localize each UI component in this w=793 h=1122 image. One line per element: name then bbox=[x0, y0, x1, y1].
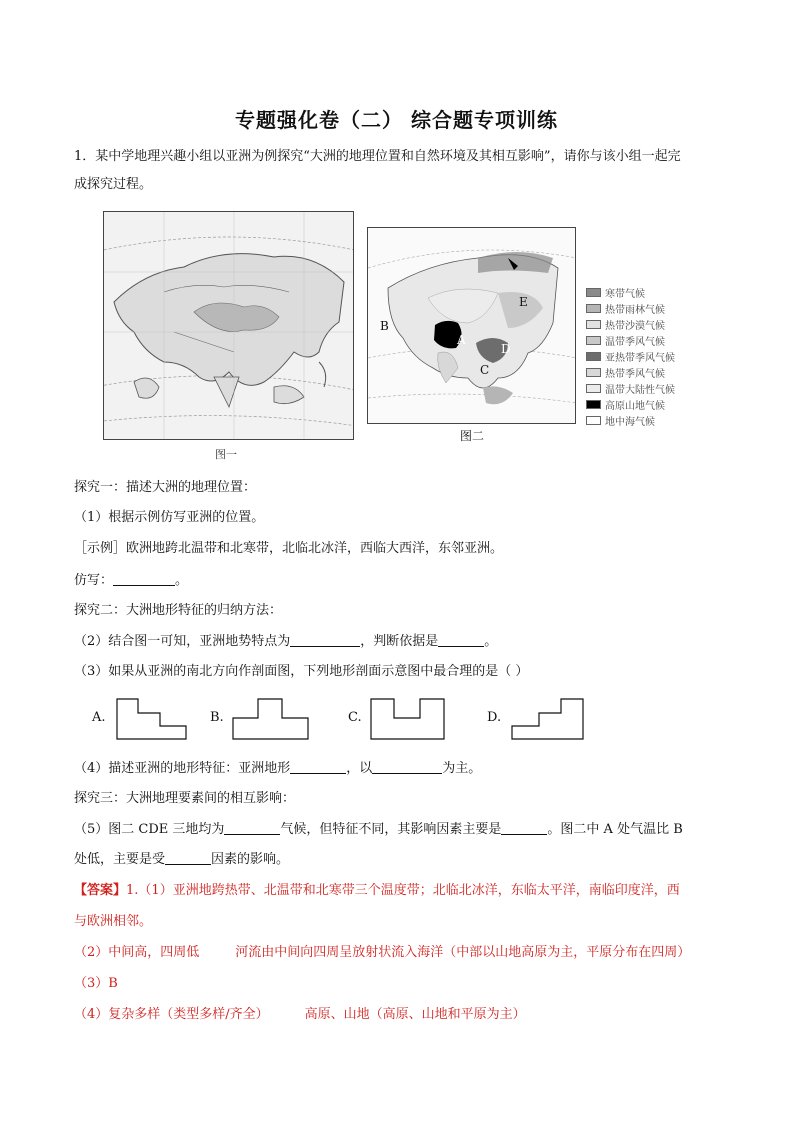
question-5-part-c: 。图二中 A 处气温比 B bbox=[547, 822, 683, 837]
legend-label: 亚热带季风气候 bbox=[605, 352, 675, 364]
profile-b-icon bbox=[232, 698, 310, 740]
option-c[interactable] bbox=[348, 698, 448, 740]
legend-item bbox=[586, 364, 675, 380]
question-2-part-a: （2）结合图一可知，亚洲地势特点为 bbox=[74, 634, 291, 649]
question-1-line-1: 1．某中学地理兴趣小组以亚洲为例探究“大洲的地理位置和自然环境及其相互影响”，请你与该小组一起完 bbox=[74, 149, 681, 164]
legend-label: 温带季风气候 bbox=[605, 336, 665, 348]
legend-item bbox=[586, 316, 675, 332]
legend-swatch bbox=[586, 320, 601, 329]
answer-4-a: （4）复杂多样（类型多样/齐全） bbox=[74, 1007, 269, 1022]
influence-factor-blank[interactable] bbox=[501, 821, 547, 835]
legend-label: 高原山地气候 bbox=[605, 400, 665, 412]
legend-label: 寒带气候 bbox=[605, 288, 645, 300]
figure-2-label-a: A bbox=[457, 333, 466, 347]
legend-item bbox=[586, 412, 675, 428]
figure-1-map-graphic bbox=[104, 212, 354, 440]
option-a-label: A. bbox=[92, 710, 106, 725]
profile-a-icon bbox=[116, 698, 188, 740]
example-text: ［示例］欧洲地跨北温带和北寒带，北临北冰洋，西临大西洋，东邻亚洲。 bbox=[74, 541, 504, 556]
question-5-line-1 bbox=[74, 821, 683, 839]
question-2-part-b: ，判断依据是 bbox=[360, 634, 439, 649]
climate-legend bbox=[586, 284, 675, 428]
figure-1-caption: 图一 bbox=[215, 448, 237, 461]
legend-item bbox=[586, 396, 675, 412]
terrain-feature-blank[interactable] bbox=[290, 633, 360, 647]
profile-c-icon bbox=[370, 698, 446, 740]
legend-swatch bbox=[586, 400, 601, 409]
legend-swatch bbox=[586, 384, 601, 393]
legend-label: 地中海气候 bbox=[605, 416, 655, 428]
answer-1: 1.（1）亚洲地跨热带、北温带和北寒带三个温度带；北临北冰洋，东临太平洋，南临印度洋，西 bbox=[126, 883, 680, 898]
main-terrain-blank[interactable] bbox=[372, 760, 442, 774]
question-4-part-a: （4）描述亚洲的地形特征：亚洲地形 bbox=[74, 761, 291, 776]
figure-2-map-graphic bbox=[368, 228, 576, 424]
answer-2-b: 河流由中间向四周呈放射状流入海洋（中部以山地高原为主，平原分布在四周） bbox=[235, 945, 691, 960]
question-5-part-b: 气候，但特征不同，其影响因素主要是 bbox=[280, 822, 502, 837]
climate-type-blank[interactable] bbox=[224, 821, 280, 835]
question-5-part-d: 处低，主要是受 bbox=[74, 852, 166, 867]
answer-line-1 bbox=[74, 882, 680, 900]
legend-swatch bbox=[586, 336, 601, 345]
terrain-desc-blank[interactable] bbox=[290, 760, 346, 774]
legend-item bbox=[586, 348, 675, 364]
option-b-label: B. bbox=[210, 710, 224, 725]
answer-tag: 【答案】 bbox=[74, 883, 127, 898]
question-2-part-c: 。 bbox=[484, 634, 498, 649]
question-1-line-2: 成探究过程。 bbox=[74, 177, 153, 192]
question-5-part-e: 因素的影响。 bbox=[211, 852, 290, 867]
question-4-part-b: ，以 bbox=[346, 761, 373, 776]
legend-label: 温带大陆性气候 bbox=[605, 384, 675, 396]
temperature-factor-blank[interactable] bbox=[165, 851, 211, 865]
basis-blank[interactable] bbox=[438, 633, 484, 647]
option-d[interactable] bbox=[487, 698, 587, 740]
imitate-prefix: 仿写： bbox=[74, 573, 114, 588]
figure-2-caption: 图二 bbox=[460, 429, 485, 443]
figure-2-label-c: C bbox=[480, 363, 490, 377]
figure-1-asia-map bbox=[103, 211, 354, 440]
legend-swatch bbox=[586, 304, 601, 313]
explore-2-heading: 探究二：大洲地形特征的归纳方法： bbox=[74, 603, 283, 618]
legend-item bbox=[586, 284, 675, 300]
option-d-label: D. bbox=[487, 710, 502, 725]
answer-line-1-cont: 与欧洲相邻。 bbox=[74, 914, 153, 929]
legend-item bbox=[586, 332, 675, 348]
answer-2-a: （2）中间高，四周低 bbox=[74, 945, 200, 960]
answer-line-3: （3）B bbox=[74, 976, 118, 991]
legend-label: 热带雨林气候 bbox=[605, 304, 665, 316]
question-4-part-c: 为主。 bbox=[442, 761, 482, 776]
imitate-answer-blank[interactable] bbox=[113, 572, 175, 586]
figure-2-label-b: B bbox=[380, 319, 389, 333]
legend-swatch bbox=[586, 368, 601, 377]
page-title: 专题强化卷（二） 综合题专项训练 bbox=[235, 108, 558, 132]
option-b[interactable] bbox=[210, 698, 315, 740]
explore-1-heading: 探究一：描述大洲的地理位置： bbox=[74, 480, 257, 495]
option-a[interactable] bbox=[92, 698, 192, 740]
legend-item bbox=[586, 300, 675, 316]
explore-3-heading: 探究三：大洲地理要素间的相互影响： bbox=[74, 791, 296, 806]
question-2 bbox=[74, 633, 497, 651]
legend-swatch bbox=[586, 352, 601, 361]
figure-2-label-e: E bbox=[519, 295, 528, 309]
legend-label: 热带季风气候 bbox=[605, 368, 665, 380]
question-5-line-2 bbox=[74, 851, 289, 869]
answer-4-b: 高原、山地（高原、山地和平原为主） bbox=[304, 1007, 526, 1022]
question-4 bbox=[74, 760, 481, 778]
answer-line-4 bbox=[74, 1006, 526, 1024]
legend-label: 热带沙漠气候 bbox=[605, 320, 665, 332]
figure-2-label-d: D bbox=[501, 342, 511, 356]
profile-d-icon bbox=[511, 698, 585, 740]
question-1-1: （1）根据示例仿写亚洲的位置。 bbox=[74, 510, 265, 525]
option-c-label: C. bbox=[348, 710, 362, 725]
legend-swatch bbox=[586, 416, 601, 425]
question-5-part-a: （5）图二 CDE 三地均为 bbox=[74, 822, 225, 837]
figure-2-climate-map bbox=[367, 227, 576, 424]
answer-line-2 bbox=[74, 944, 690, 962]
legend-item bbox=[586, 380, 675, 396]
question-3: （3）如果从亚洲的南北方向作剖面图，下列地形剖面示意图中最合理的是（ ） bbox=[74, 664, 529, 679]
imitate-line bbox=[74, 572, 188, 590]
legend-swatch bbox=[586, 288, 601, 297]
imitate-suffix: 。 bbox=[175, 573, 189, 588]
